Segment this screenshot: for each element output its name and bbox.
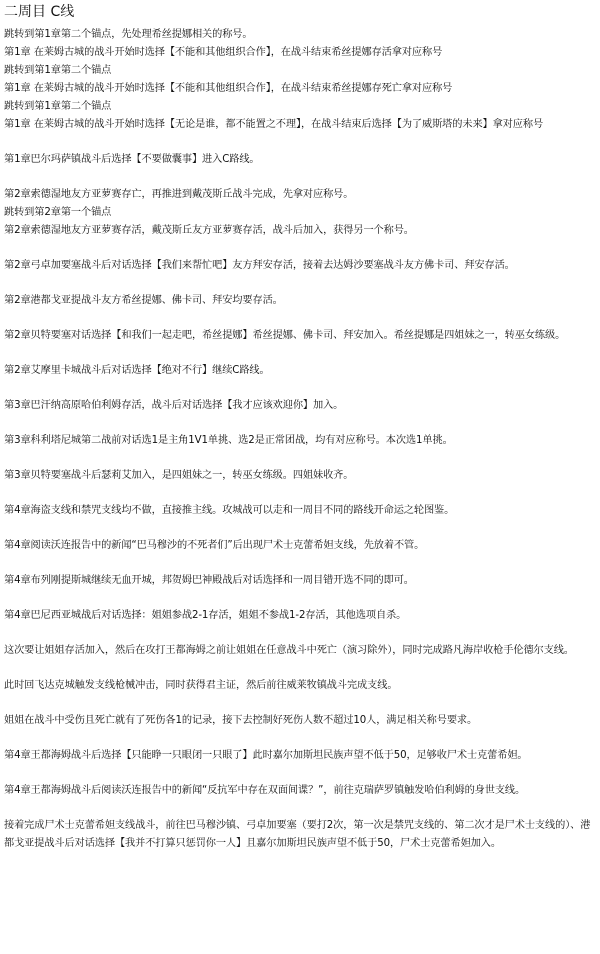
- spacer: [4, 625, 594, 642]
- spacer: [4, 485, 594, 502]
- spacer: [4, 555, 594, 572]
- text-line: 第3章贝特要塞战斗后瑟莉艾加入，是四姐妹之一，转巫女练级。四姐妹收齐。: [4, 470, 354, 481]
- text-line: 第4章王都海姆战斗后选择【只能睁一只眼闭一只眼了】此时嘉尔加斯坦民族声望不低于50，足够收尸术士克蕾希妲。: [4, 750, 528, 761]
- spacer: [4, 765, 594, 782]
- spacer: [4, 415, 594, 432]
- spacer: [4, 380, 594, 397]
- text-line: 跳转到第1章第二个锚点: [4, 65, 112, 76]
- document: [4, 0, 594, 853]
- text-line: 第2章弓卓加要塞战斗后对话选择【我们来帮忙吧】友方拜安存活，接着去达姆沙要塞战斗友方佛卡司、拜安存活。: [4, 260, 515, 271]
- spacer: [4, 134, 594, 151]
- text-line: 第3章科利塔尼城第二战前对话选1是主角1V1单挑、选2是正常团战，均有对应称号。本次选1单挑。: [4, 435, 453, 446]
- spacer: [4, 695, 594, 712]
- spacer: [4, 310, 594, 327]
- text-line: 第2章贝特要塞对话选择【和我们一起走吧，希丝提娜】希丝提娜、佛卡司、拜安加入。希丝提娜是四姐妹之一，转巫女练级。: [4, 330, 566, 341]
- text-line: 第1章 在莱姆古城的战斗开始时选择【不能和其他组织合作】，在战斗结束希丝提娜存活拿对应称号: [4, 47, 443, 58]
- text-paragraph: 接着完成尸术士克蕾希妲支线战斗，前往巴马穆沙镇、弓卓加要塞（要打2次，第一次是禁咒支线的、第二次才是尸术士支线的）、港都戈亚提战斗后对话选择【我并不打算只惩罚你一人】且嘉尔加斯坦民族声望不低于50，尸术士克蕾希妲加入。: [4, 820, 591, 849]
- text-line: 跳转到第1章第二个锚点，先处理希丝提娜相关的称号。: [4, 29, 253, 40]
- text-line: 第3章巴汗纳高原哈伯利姆存活，战斗后对话选择【我才应该欢迎你】加入。: [4, 400, 344, 411]
- spacer: [4, 345, 594, 362]
- text-line: 第4章巴尼西亚城战后对话选择：姐姐参战2-1存活，姐姐不参战1-2存活，其他选项自杀。: [4, 610, 407, 621]
- text-paragraph: 这次要让姐姐存活加入，然后在攻打王都海姆之前让姐姐在任意战斗中死亡（演习除外），同时完成路凡海岸收枪手伦德尔支线。: [4, 645, 574, 656]
- text-line: 第2章港都戈亚提战斗友方希丝提娜、佛卡司、拜安均要存活。: [4, 295, 283, 306]
- text-line: 跳转到第1章第二个锚点: [4, 101, 112, 112]
- text-line: 第4章阅读沃连报告中的新闻“巴马穆沙的不死者们”后出现尸术士克蕾希妲支线，先放着不管。: [4, 540, 425, 551]
- spacer: [4, 800, 594, 817]
- text-line: 此时回飞达克城触发支线枪械冲击，同时获得君主证，然后前往威莱牧镇战斗完成支线。: [4, 680, 398, 691]
- text-line: 第2章艾摩里卡城战斗后对话选择【绝对不行】继续C路线。: [4, 365, 270, 376]
- text-line: 第4章海盗支线和禁咒支线均不做，直接推主线。攻城战可以走和一周目不同的路线开命运之轮图鉴。: [4, 505, 455, 516]
- text-line: 第1章巴尔玛萨镇战斗后选择【不要做囊事】进入C路线。: [4, 154, 260, 165]
- spacer: [4, 450, 594, 467]
- spacer: [4, 590, 594, 607]
- text-line: 第1章 在莱姆古城的战斗开始时选择【不能和其他组织合作】，在战斗结束希丝提娜存死亡拿对应称号: [4, 83, 453, 94]
- spacer: [4, 169, 594, 186]
- spacer: [4, 660, 594, 677]
- text-line: 第2章索德湿地友方亚萝赛存活，戴茂斯丘友方亚萝赛存活，战斗后加入，获得另一个称号。: [4, 225, 414, 236]
- spacer: [4, 240, 594, 257]
- spacer: [4, 520, 594, 537]
- text-line: 第2章索德湿地友方亚萝赛存亡，再推进到戴茂斯丘战斗完成，先拿对应称号。: [4, 189, 354, 200]
- spacer: [4, 730, 594, 747]
- text-line: 姐姐在战斗中受伤且死亡就有了死伤各1的记录，接下去控制好死伤人数不超过10人，满足相关称号要求。: [4, 715, 478, 726]
- page-title: 二周目 C线: [4, 4, 75, 20]
- text-line: 第1章 在莱姆古城的战斗开始时选择【无论是谁，都不能置之不理】，在战斗结束后选择【为了威斯塔的未来】拿对应称号: [4, 119, 544, 130]
- text-line: 第4章王都海姆战斗后阅读沃连报告中的新闻“反抗军中存在双面间谍？”，前往克瑞萨罗镇触发哈伯利姆的身世支线。: [4, 785, 526, 796]
- text-line: 第4章布列刚提斯城继续无血开城，邦贺姆巴神殿战后对话选择和一周目错开选不同的即可。: [4, 575, 414, 586]
- text-line: 跳转到第2章第一个锚点: [4, 207, 112, 218]
- spacer: [4, 275, 594, 292]
